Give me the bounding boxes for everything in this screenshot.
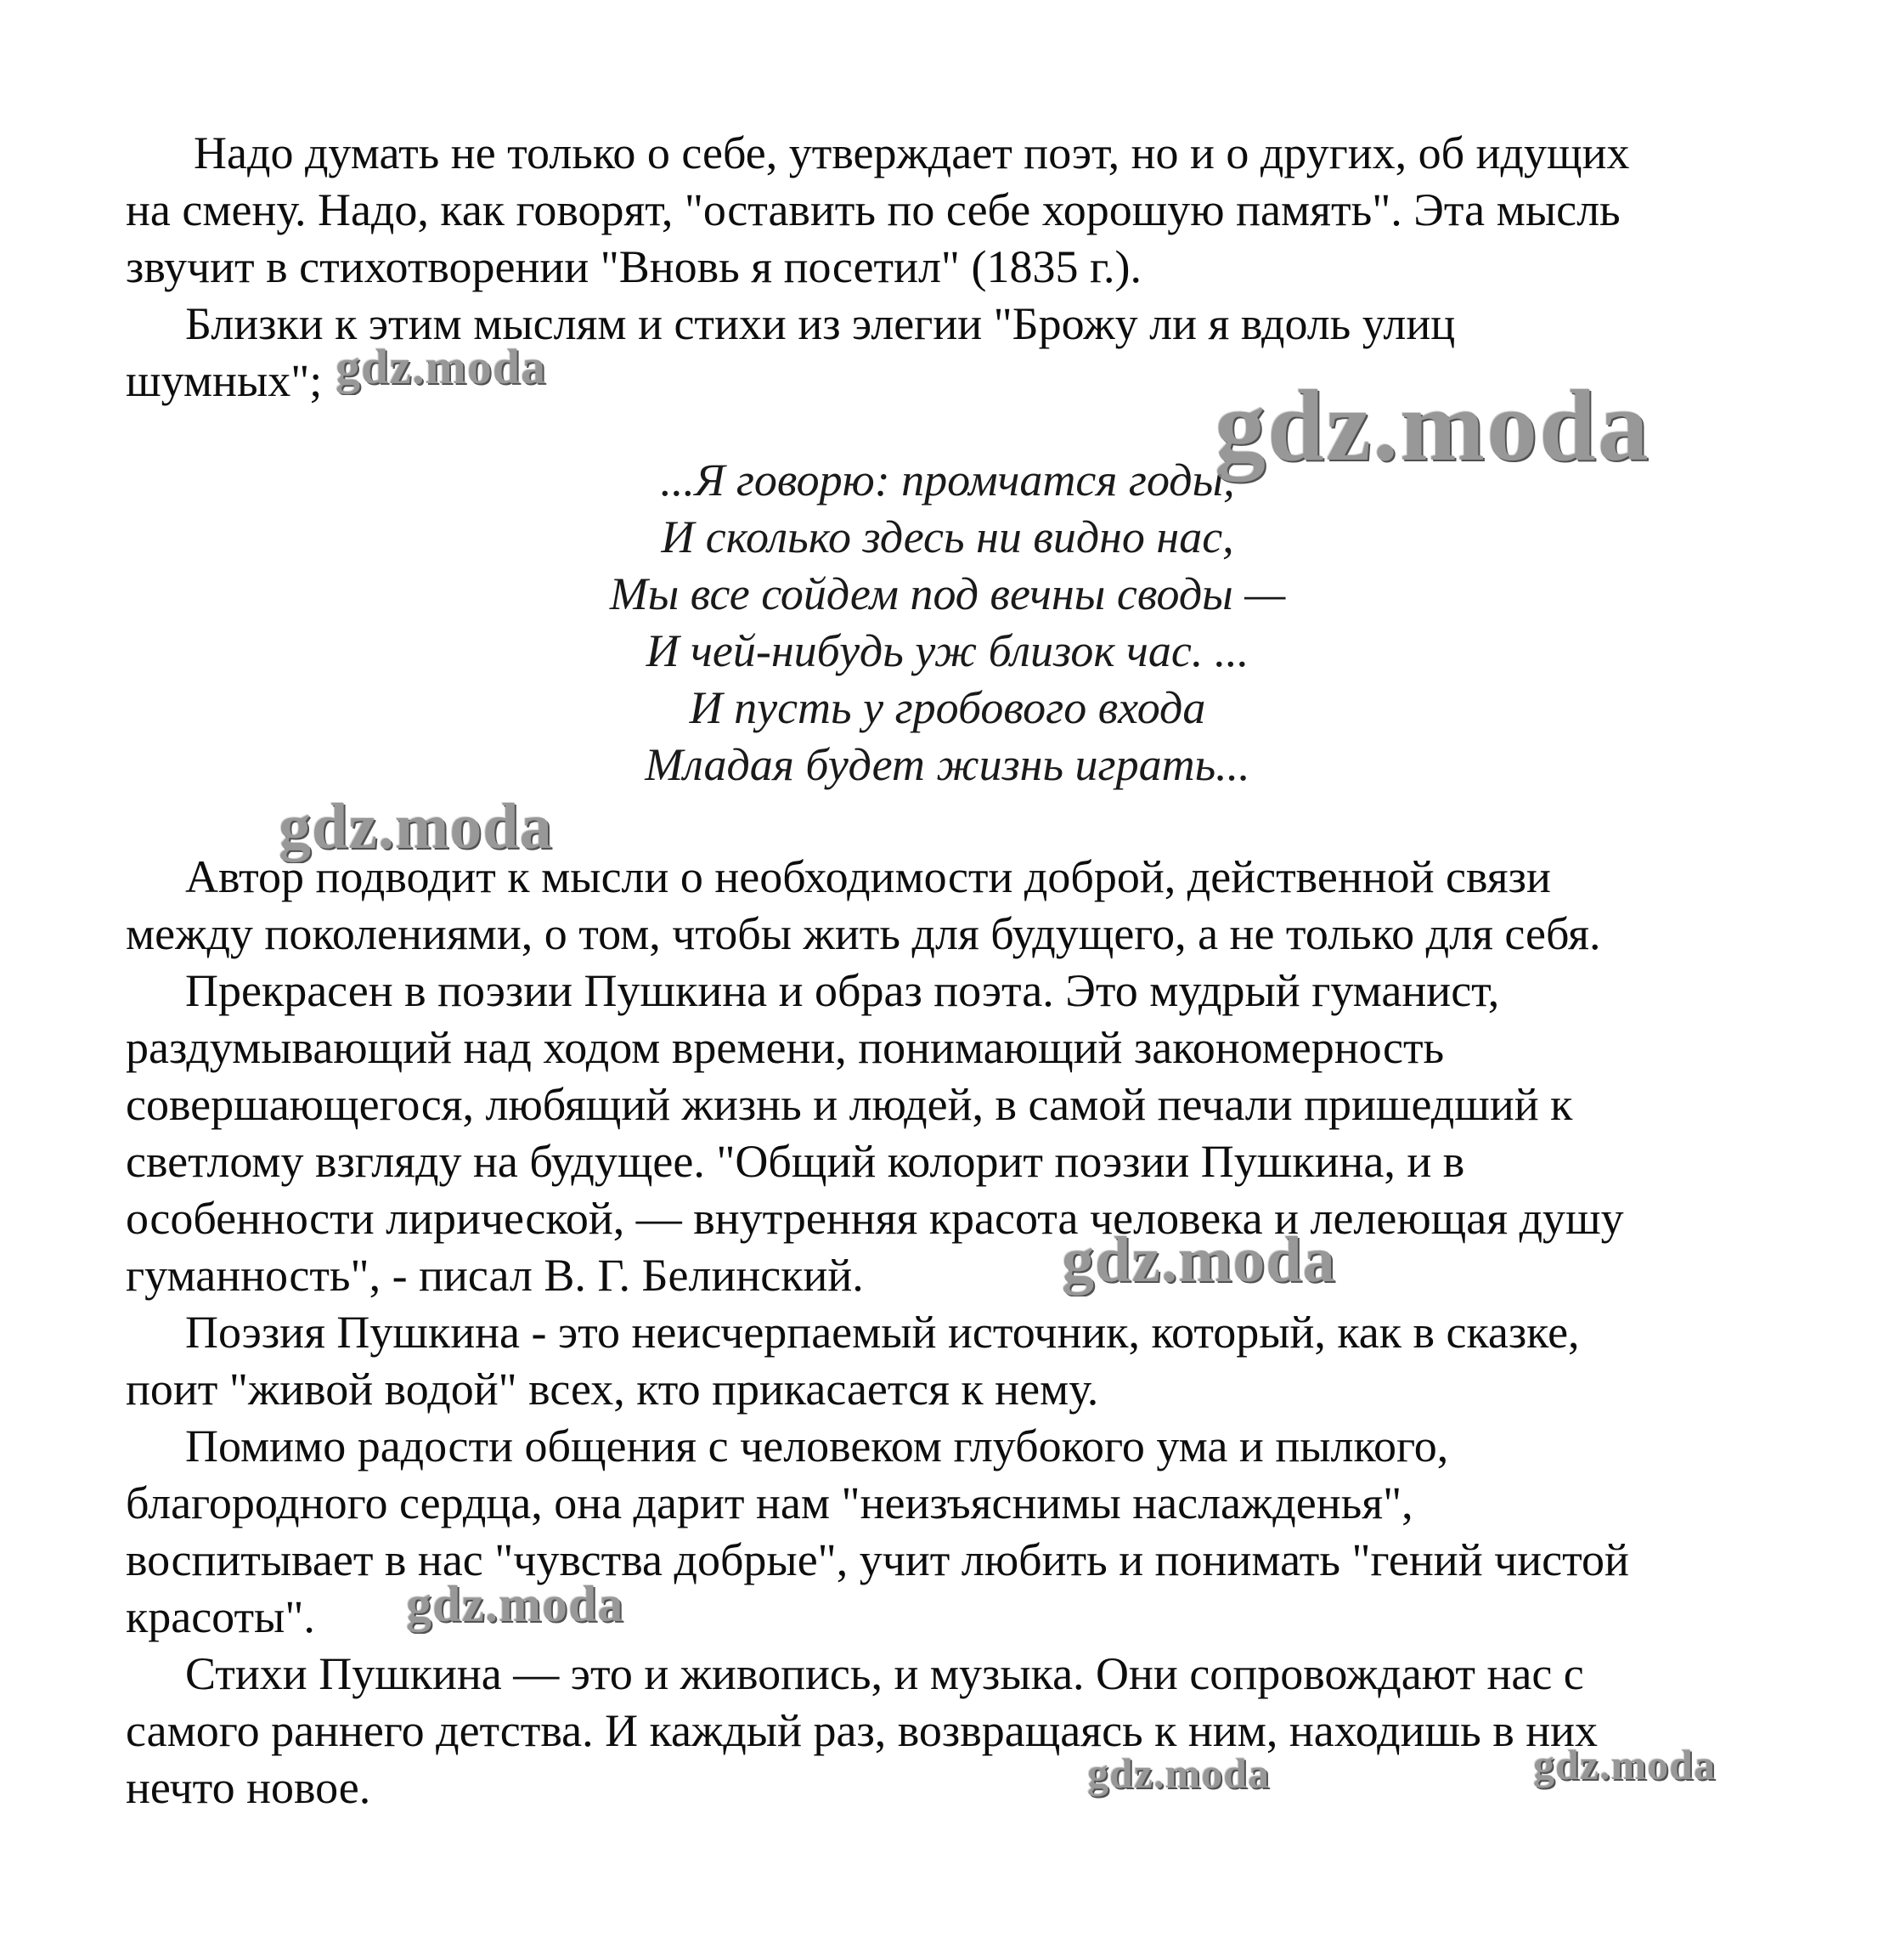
verse-line-3: Мы все сойдем под вечны своды —: [609, 568, 1286, 619]
paragraph-4-line-2: раздумывающий над ходом времени, понимающий закономерность: [126, 1022, 1445, 1073]
paragraph-6-line-4: красоты".: [126, 1591, 315, 1642]
paragraph-7-line-2: самого раннего детства. И каждый раз, возвращаясь к ним, находишь в них: [126, 1705, 1599, 1756]
verse-line-5: И пусть у гробового входа: [689, 682, 1206, 733]
paragraph-3-line-2: между поколениями, о том, чтобы жить для будущего, а не только для себя.: [126, 908, 1601, 959]
watermark: gdz.moda: [336, 339, 547, 394]
paragraph-4-line-3: совершающегося, любящий жизнь и людей, в самой печали пришедший к: [126, 1079, 1573, 1130]
paragraph-4-line-1: Прекрасен в поэзии Пушкина и образ поэта. Это мудрый гуманист,: [185, 965, 1500, 1016]
watermark: gdz.moda: [1062, 1224, 1336, 1296]
verse-line-1: ...Я говорю: промчатся годы,: [660, 455, 1235, 506]
paragraph-7-line-1: Стихи Пушкина — это и живопись, и музыка. Они сопровождают нас с: [185, 1648, 1584, 1699]
verse-line-4: И чей-нибудь уж близок час. ...: [646, 625, 1249, 676]
paragraph-3-line-1: Автор подводит к мысли о необходимости доброй, действенной связи: [185, 851, 1551, 902]
paragraph-7-line-3: нечто новое.: [126, 1762, 371, 1813]
paragraph-6-line-3: воспитывает в нас "чувства добрые", учит любить и понимать "гений чистой: [126, 1534, 1629, 1585]
paragraph-1-line-1: Надо думать не только о себе, утверждает поэт, но и о других, об идущих: [194, 127, 1630, 178]
watermark: gdz.moda: [406, 1576, 624, 1632]
paragraph-5-line-1: Поэзия Пушкина - это неисчерпаемый источник, который, как в сказке,: [185, 1307, 1580, 1358]
paragraph-4-line-4: светлому взгляду на будущее. "Общий колорит поэзии Пушкина, и в: [126, 1136, 1465, 1187]
paragraph-1-line-2: на смену. Надо, как говорят, "оставить по себе хорошую память". Эта мысль: [126, 184, 1621, 235]
paragraph-2-line-1: Близки к этим мыслям и стихи из элегии "Брожу ли я вдоль улиц: [185, 298, 1456, 349]
watermark-large: gdz.moda: [1215, 369, 1650, 482]
paragraph-4-line-5: особенности лирической, — внутренняя красота человека и лелеющая душу: [126, 1193, 1624, 1244]
watermark: gdz.moda: [279, 791, 553, 862]
verse-line-6: Младая будет жизнь играть...: [645, 739, 1250, 790]
paragraph-6-line-2: благородного сердца, она дарит нам "неизъяснимы наслажденья",: [126, 1477, 1413, 1528]
verse-line-2: И сколько здесь ни видно нас,: [661, 511, 1234, 562]
paragraph-1-line-3: звучит в стихотворении "Вновь я посетил" (1835 г.).: [126, 241, 1142, 292]
watermark: gdz.moda: [1533, 1741, 1716, 1788]
paragraph-6-line-1: Помимо радости общения с человеком глубокого ума и пылкого,: [185, 1421, 1449, 1471]
paragraph-4-line-6: гуманность", - писал В. Г. Белинский.: [126, 1250, 864, 1301]
paragraph-2-line-2: шумных";: [126, 355, 323, 406]
paragraph-5-line-2: поит "живой водой" всех, кто прикасается к нему.: [126, 1364, 1099, 1415]
watermark: gdz.moda: [1087, 1749, 1270, 1797]
